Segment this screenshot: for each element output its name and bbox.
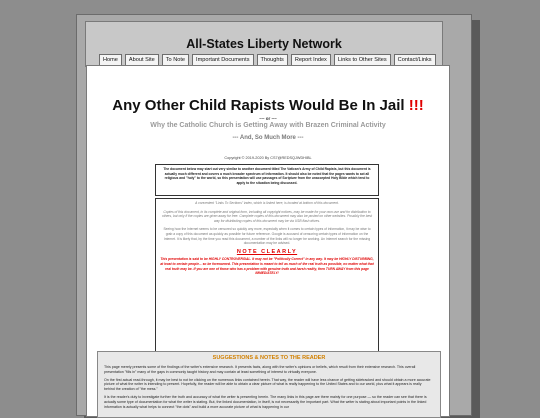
page-subheading: Why the Catholic Church is Getting Away with Brazen Criminal Activity <box>150 122 386 129</box>
suggestions-title: SUGGESTIONS & NOTES TO THE READER <box>212 355 326 361</box>
suggestion-paragraph: This page merely presents some of the findings of the writer's extensive research. It presents facts, along with the writer's opinions or beliefs, which result from their extensive research. This overall presentation "fills in" many of the gaps in commonly taught history and may contain at least something of interest to virtually everyone. <box>104 365 416 374</box>
copy-policy: Copies of this document, in its complete and original form, including all copyright notices, may be made for your own use and for distribution to others, but only if the copies are given away for free. Complete copies of this document may also be posted on other websites. Possibly the best way for distributing copies of this document may be via USB flash drives. <box>161 209 373 223</box>
intro-box <box>155 164 379 196</box>
headline-exclamation: !!! <box>408 97 424 114</box>
note-clearly-title: NOTE CLEARLY <box>236 248 298 255</box>
site-frame <box>76 14 472 416</box>
nav-about-site[interactable]: About Site <box>125 54 159 66</box>
nav-to-note[interactable]: To Note <box>162 54 189 66</box>
suggestion-paragraph: It is the reader's duty to investigate further the truth and accuracy of what the writer is presenting herein. The many links in this page are there mainly for one purpose — so the reader can see that there is actually some type of documentation for what the writer is stating. But, the linked documentation, in itself, is not necessarily the important part. What the writer is stating about important points in the linked information is actually what helps to connect "the dots" and build a more accurate picture of what is happening in our <box>104 394 427 409</box>
suggestions-panel <box>97 351 441 418</box>
links-index-note[interactable]: A convenient "Links To Sections" index, which is linked here, is located at bottom of this document. <box>195 201 339 205</box>
site-title: All-States Liberty Network <box>186 37 342 51</box>
and-so-much-more: --- And, So Much More --- <box>232 135 304 141</box>
suggestion-paragraph: On the first actual read-through, it may be best to not be clicking on the numerous links contained herein. That way, the reader will have less chance of getting sidetracked and should obtain a more accurate picture of what the writer is intending to present. Hopefully, the reader will be able to obtain a clear picture of what is really happening to the United States and to our world, plus what it appears is really behind the creation of "the mess." <box>104 377 431 392</box>
nav-home[interactable]: Home <box>99 54 122 66</box>
nav-thoughts[interactable]: Thoughts <box>257 54 288 66</box>
page-headline <box>87 97 449 114</box>
copyright-notice: Copyright © 2019-2020 By CS7@REDSQJWDHIBL <box>224 156 312 160</box>
nav-contact-links[interactable]: Contact/Links <box>394 54 436 66</box>
intro-text: The document below may start out very similar to another document titled The Vatican's Army of Child Rapists, but this document is actually much different and covers a much broader spectrum of information. It should also be noted that the pages wants to act all religious and "holy" to the world, so this presentation will use passages of Scripture from the unaccepted Holy Bible which tend to apply to the situation being discussed. <box>163 167 371 185</box>
controversial-notice: This presentation is said to be HIGHLY CONTROVERSIAL. It may not be "Politically Correct" in any way. It may be HIGHLY DISTURBING, at least to certain people... so be forewarned. This presentation is meant to tell as much of the real truth as possible, no matter what that real truth may be. If you are one of those who has a problem with genuine truth and harsh reality, then TURN AWAY from this page IMMEDIATELY! <box>160 257 374 276</box>
suggestions-body <box>104 365 432 412</box>
content-page <box>86 65 450 417</box>
censorship-note: Seeing how the Internet seems to be censored so quickly any more, especially when it comes to certain types of information, it may be wise to grab a copy of this document as quickly as possible for future reference. Google is accused of censoring certain types of information on the Internet. It is likely that, by the time you read this document, a number of the links will no longer be working. An Internet search for the missing documentation may be advised. <box>163 227 371 246</box>
headline-text: Any Other Child Rapists Would Be In Jail <box>112 97 405 114</box>
nav-report-index[interactable]: Report Index <box>291 54 331 66</box>
or-divider: ~~ or ~~ <box>259 116 277 121</box>
nav-links-other-sites[interactable]: Links to Other Sites <box>334 54 391 66</box>
nav-important-documents[interactable]: Important Documents <box>192 54 253 66</box>
